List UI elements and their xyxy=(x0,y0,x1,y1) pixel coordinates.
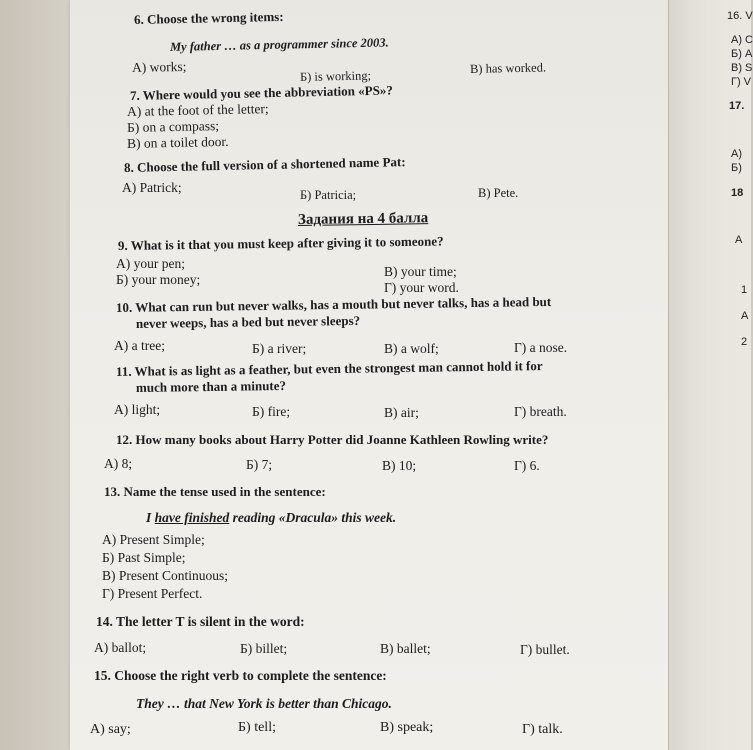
q12-option-b: Б) 7; xyxy=(246,457,273,472)
q12-option-c: B) 10; xyxy=(382,458,417,473)
adjacent-text: A) C xyxy=(731,34,753,46)
question-11-line2: much more than a minute? xyxy=(135,377,287,395)
q7-option-c: B) on a toilet door. xyxy=(126,133,229,151)
q9-option-b: Б) your money; xyxy=(116,272,201,287)
adjacent-text: 2 xyxy=(741,336,748,348)
q6-option-b: Б) is working; xyxy=(299,68,372,84)
adjacent-text: B) S xyxy=(731,62,753,74)
q8-option-b: Б) Patricia; xyxy=(300,188,357,202)
q14-option-b: Б) billet; xyxy=(240,641,288,656)
q15-option-d: Г) talk. xyxy=(522,722,563,737)
q13-underlined-verb: have finished xyxy=(154,510,230,525)
adjacent-text: 1 xyxy=(741,284,748,296)
q15-option-b: Б) tell; xyxy=(238,720,276,735)
q14-option-d: Г) bullet. xyxy=(520,642,570,657)
q7-option-a: A) at the foot of the letter; xyxy=(126,101,269,119)
section-heading: Задания на 4 балла xyxy=(297,210,429,228)
q14-option-c: B) ballet; xyxy=(380,641,431,656)
q13-sentence-start: I xyxy=(146,510,155,525)
adjacent-text: Б) xyxy=(731,162,742,174)
q12-option-a: A) 8; xyxy=(104,456,133,471)
q12-option-d: Г) 6. xyxy=(514,458,540,473)
q9-option-d: Г) your word. xyxy=(384,280,459,295)
question-11-line1: 11. What is as light as a feather, but even the strongest man cannot hold it for xyxy=(115,358,543,379)
q8-option-a: A) Patrick; xyxy=(122,180,182,195)
adjacent-text: 17. xyxy=(729,100,745,112)
q8-option-c: B) Pete. xyxy=(478,186,519,200)
question-12: 12. How many books about Harry Potter did Joanne Kathleen Rowling write? xyxy=(116,432,549,447)
q15-option-a: A) say; xyxy=(90,722,131,737)
q6-sentence: My father … as a programmer since 2003. xyxy=(169,35,389,54)
q11-option-d: Г) breath. xyxy=(514,404,567,419)
q13-sentence-end: reading «Dracula» this week. xyxy=(229,510,397,525)
adjacent-page xyxy=(668,0,751,750)
q13-option-a: A) Present Simple; xyxy=(102,532,205,547)
q13-option-b: Б) Past Simple; xyxy=(102,550,186,565)
q10-option-a: A) a tree; xyxy=(114,338,165,353)
question-14: 14. The letter T is silent in the word: xyxy=(96,614,305,629)
q15-sentence: They … that New York is better than Chicago. xyxy=(136,696,392,711)
q10-option-d: Г) a nose. xyxy=(514,340,568,355)
q11-option-b: Б) fire; xyxy=(252,404,291,419)
q9-option-c: B) your time; xyxy=(384,264,457,279)
question-13: 13. Name the tense used in the sentence: xyxy=(104,484,326,499)
question-10-line1: 10. What can run but never walks, has a mouth but never talks, has a head but xyxy=(115,293,552,315)
question-7: 7. Where would you see the abbreviation «PS»? xyxy=(129,82,394,103)
q10-option-c: B) a wolf; xyxy=(384,341,439,356)
adjacent-text: A) xyxy=(731,148,742,160)
adjacent-text: Б) A xyxy=(731,48,753,60)
q6-option-c: B) has worked. xyxy=(469,60,547,76)
q13-sentence xyxy=(146,510,396,526)
q13-option-c: B) Present Continuous; xyxy=(102,568,229,583)
q7-option-b: Б) on a compass; xyxy=(126,118,220,135)
adjacent-text: 18 xyxy=(731,187,744,199)
q10-option-b: Б) a river; xyxy=(252,341,307,356)
q14-option-a: A) ballot; xyxy=(94,640,147,655)
question-9: 9. What is it that you must keep after giving it to someone? xyxy=(117,233,444,253)
adjacent-text: Г) V xyxy=(731,76,752,88)
question-6: 6. Choose the wrong items: xyxy=(133,8,284,27)
q6-option-a: A) works; xyxy=(131,58,187,75)
q9-option-a: A) your pen; xyxy=(116,256,185,271)
question-15: 15. Choose the right verb to complete the sentence: xyxy=(94,668,387,683)
question-8: 8. Choose the full version of a shortened name Pat: xyxy=(123,154,406,175)
q13-option-d: Г) Present Perfect. xyxy=(102,586,203,601)
adjacent-text: A xyxy=(741,310,749,322)
q11-option-c: B) air; xyxy=(384,405,419,420)
q15-option-c: B) speak; xyxy=(380,720,434,735)
adjacent-text: A xyxy=(735,234,743,246)
q11-option-a: A) light; xyxy=(114,402,161,417)
question-10-line2: never weeps, has a bed but never sleeps? xyxy=(135,312,361,331)
adjacent-text: 16. V xyxy=(727,10,753,22)
